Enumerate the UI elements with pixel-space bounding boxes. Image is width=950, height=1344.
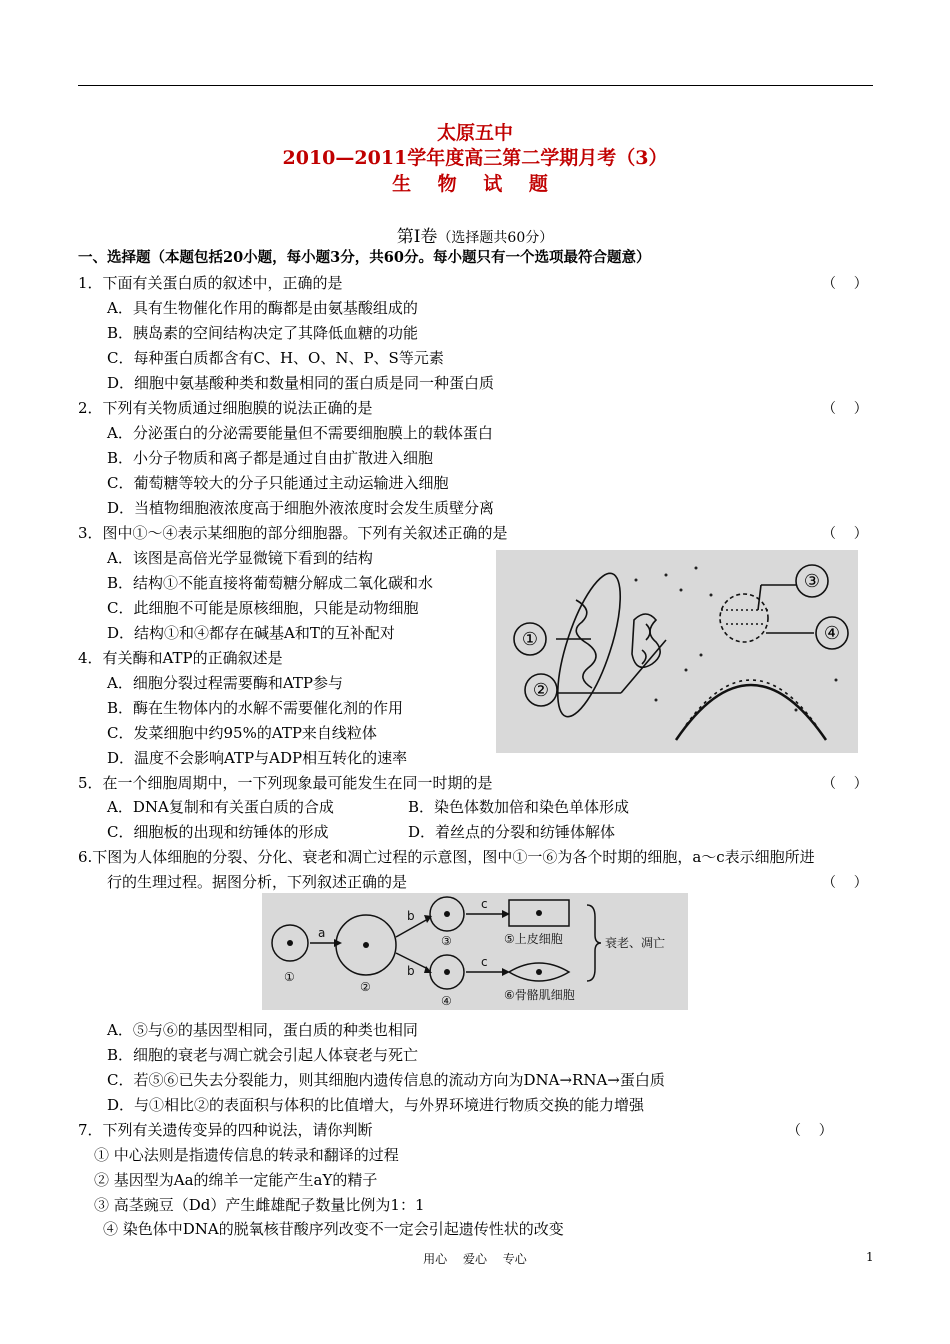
q5-answer-paren: （ ）	[822, 776, 868, 792]
q5-option-d: D．着丝点的分裂和纺锤体解体	[408, 823, 616, 841]
header-rule	[78, 85, 873, 86]
q1-option-b: B．胰岛素的空间结构决定了其降低血糖的功能	[107, 324, 419, 342]
cell-process-figure	[262, 893, 688, 1010]
organelle-label-4: ④	[823, 623, 841, 644]
q7-statement-3: ③ 高茎豌豆（Dd）产生雌雄配子数量比例为1：1	[94, 1196, 425, 1214]
q1-option-c: C．每种蛋白质都含有C、H、O、N、P、S等元素	[107, 349, 444, 367]
section-heading: 一、选择题（本题包括20小题，每小题3分，共60分。每小题只有一个选项最符合题意）	[78, 249, 651, 266]
centriole-cluster	[720, 594, 768, 642]
q6-stem-line2: 行的生理过程。据图分析，下列叙述正确的是	[107, 873, 408, 891]
organelle-label-2: ②	[532, 680, 550, 701]
q2-option-a: A．分泌蛋白的分泌需要能量但不需要细胞膜上的载体蛋白	[107, 424, 493, 442]
q6-option-c: C．若⑤⑥已失去分裂能力，则其细胞内遗传信息的流动方向为DNA→RNA→蛋白质	[107, 1071, 665, 1089]
er-arc	[676, 685, 826, 740]
school-name: 太原五中	[436, 122, 513, 144]
q7-statement-1: ① 中心法则是指遗传信息的转录和翻译的过程	[94, 1146, 399, 1164]
q7-stem: 7．下列有关遗传变异的四种说法，请你判断	[78, 1121, 373, 1139]
q1-option-d: D．细胞中氨基酸种类和数量相同的蛋白质是同一种蛋白质	[107, 374, 495, 392]
q7-statement-4: ④ 染色体中DNA的脱氧核苷酸序列改变不一定会引起遗传性状的改变	[103, 1220, 564, 1238]
q5-option-c: C．细胞板的出现和纺锤体的形成	[107, 823, 329, 841]
q7-answer-paren: （ ）	[787, 1123, 833, 1139]
q2-option-d: D．当植物细胞液浓度高于细胞外液浓度时会发生质壁分离	[107, 499, 495, 517]
q4-option-c: C．发菜细胞中约95%的ATP来自线粒体	[107, 724, 377, 742]
fig-label-cell5: ⑤上皮细胞	[504, 932, 563, 946]
q2-stem: 2．下列有关物质通过细胞膜的说法正确的是	[78, 399, 373, 417]
er-ribosomes	[686, 680, 816, 725]
organelle-diagram	[496, 550, 858, 753]
q4-stem: 4．有关酶和ATP的正确叙述是	[78, 649, 283, 667]
q3-option-c: C．此细胞不可能是原核细胞，只能是动物细胞	[107, 599, 419, 617]
q3-option-a: A．该图是高倍光学显微镜下看到的结构	[107, 549, 373, 567]
q5-option-a: A．DNA复制和有关蛋白质的合成	[107, 798, 334, 816]
fig-label-4: ④	[441, 994, 452, 1008]
centriole-lines	[721, 610, 771, 624]
fig-label-1: ①	[284, 970, 295, 984]
subject-title: 生 物 试 题	[392, 173, 558, 195]
cell-process-diagram	[262, 893, 688, 1010]
fig-label-2: ②	[360, 980, 371, 994]
q5-option-b: B．染色体数加倍和染色单体形成	[408, 798, 630, 816]
q2-answer-paren: （ ）	[822, 401, 868, 417]
fig-label-3: ③	[441, 934, 452, 948]
fig-label-b-up: b	[407, 909, 415, 923]
organelle-label-1: ①	[521, 629, 539, 650]
page-number: 1	[866, 1250, 874, 1264]
q2-option-b: B．小分子物质和离子都是通过自由扩散进入细胞	[107, 449, 434, 467]
brace	[587, 905, 601, 981]
q4-option-a: A．细胞分裂过程需要酶和ATP参与	[107, 674, 343, 692]
q1-answer-paren: （ ）	[822, 276, 868, 292]
q1-stem: 1．下面有关蛋白质的叙述中，正确的是	[78, 274, 343, 292]
q6-option-b: B．细胞的衰老与凋亡就会引起人体衰老与死亡	[107, 1046, 419, 1064]
q7-statement-2: ② 基因型为Aa的绵羊一定能产生aY的精子	[94, 1171, 378, 1189]
q3-stem: 3．图中①～④表示某细胞的部分细胞器。下列有关叙述正确的是	[78, 524, 508, 542]
golgi-lines	[642, 624, 650, 664]
pointer-2-diag	[621, 640, 666, 693]
fig-label-c-down: c	[481, 955, 488, 969]
q1-option-a: A．具有生物催化作用的酶都是由氨基酸组成的	[107, 299, 418, 317]
volume-heading	[0, 222, 950, 247]
q6-stem-line1: 6.下图为人体细胞的分裂、分化、衰老和凋亡过程的示意图，图中①一⑥为各个时期的细胞，a～c表示细胞所进	[78, 848, 815, 866]
q4-option-b: B．酶在生物体内的水解不需要催化剂的作用	[107, 699, 404, 717]
q6-option-d: D．与①相比②的表面积与体积的比值增大，与外界环境进行物质交换的能力增强	[107, 1096, 645, 1114]
fig-label-c-up: c	[481, 897, 488, 911]
fig-label-fate: 衰老、凋亡	[605, 936, 666, 950]
q6-option-a: A．⑤与⑥的基因型相同，蛋白质的种类也相同	[107, 1021, 418, 1039]
fig-label-cell6: ⑥骨骼肌细胞	[504, 988, 575, 1002]
pointer-3-tip	[758, 585, 761, 610]
q4-option-d: D．温度不会影响ATP与ADP相互转化的速率	[107, 749, 408, 767]
q6-answer-paren: （ ）	[822, 875, 868, 891]
organelle-figure	[496, 550, 858, 753]
organelle-label-3: ③	[803, 571, 821, 592]
q3-answer-paren: （ ）	[822, 526, 868, 542]
exam-title: 2010—2011学年度高三第二学期月考（3）	[282, 147, 668, 169]
fig-label-b-down: b	[407, 964, 415, 978]
mitochondrion-cristae	[576, 600, 596, 688]
q3-option-b: B．结构①不能直接将葡萄糖分解成二氧化碳和水	[107, 574, 434, 592]
q3-option-d: D．结构①和④都存在碱基A和T的互补配对	[107, 624, 395, 642]
volume-note: （选择题共60分）	[437, 230, 554, 246]
footer-motto: 用心 爱心 专心	[423, 1252, 527, 1266]
fig-label-a: a	[318, 926, 326, 940]
q5-stem: 5．在一个细胞周期中，一下列现象最可能发生在同一时期的是	[78, 774, 493, 792]
q2-option-c: C．葡萄糖等较大的分子只能通过主动运输进入细胞	[107, 474, 449, 492]
volume-title: 第Ⅰ卷	[396, 227, 438, 247]
